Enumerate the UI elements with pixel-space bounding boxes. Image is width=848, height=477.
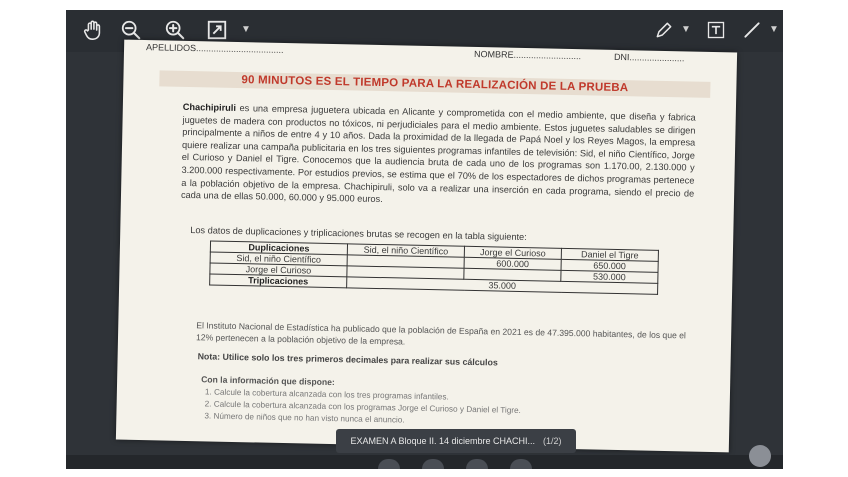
- table-cell: Sid, el niño Científico: [210, 252, 347, 266]
- dni-field: DNI......................: [613, 51, 685, 64]
- camera-icon[interactable]: [378, 459, 400, 469]
- triplicaciones-label: Triplicaciones: [210, 274, 347, 288]
- screen-share-icon[interactable]: [466, 459, 488, 469]
- task-item: 3. Número de niños que no han visto nunca el anuncio.: [204, 411, 405, 425]
- company-name: Chachipiruli: [182, 101, 237, 113]
- exam-title: 90 MINUTOS ES EL TIEMPO PARA LA REALIZACIÓN DE LA PRUEBA: [159, 70, 710, 98]
- problem-statement: [181, 101, 696, 212]
- pdf-page: [116, 40, 737, 453]
- hand-icon[interactable]: [80, 16, 106, 44]
- table-cell: Jorge el Curioso: [210, 263, 347, 277]
- apellidos-field: APELLIDOS...................................: [145, 42, 284, 55]
- ine-paragraph: El Instituto Nacional de Estadística ha publicado que la población de España en 2021 es de 47.395.000 habitantes, de los que el 12% pertenecen a la población objetivo de la empresa.: [195, 320, 687, 347]
- table-header-cell: Sid, el niño Científico: [347, 244, 464, 257]
- avatar[interactable]: [749, 445, 771, 467]
- nombre-field: NOMBRE...........................: [473, 48, 582, 62]
- duplication-table: [209, 240, 659, 294]
- document-filename: EXAMEN A Bloque II. 14 diciembre CHACHI...: [350, 436, 536, 446]
- line-chevron-down-icon[interactable]: ▼: [769, 24, 779, 35]
- page-indicator[interactable]: [336, 429, 576, 453]
- info-heading: Con la información que dispone:: [201, 374, 335, 388]
- table-cell: 600.000: [464, 257, 561, 270]
- nota-text: Nota: Utilice solo los tres primeros decimales para realizar sus cálculos: [197, 351, 498, 368]
- line-icon[interactable]: [740, 16, 764, 44]
- triplicaciones-value: 35.000: [347, 277, 658, 295]
- problem-text: es una empresa juguetera ubicada en Alicante y comprometida con el medio ambiente, que diseña y fabrica juguetes de madera con productos no tóxicos, ni perjudiciales para el medio ambiente. Estos juguetes saludables se dirigen principalmente a niños de entre 4 y 10 años. Dada la proximidad de la llegada de Papá Noel y los Reyes Magos, la empresa quiere realizar una campaña publicitaria en los tres siguientes programas infantiles de televisión: Sid, el niño Científico, Jorge el Curioso y Daniel el Tigre. Conocemos que la audiencia bruta de cada uno de los programas son 1.170.00, 2.130.000 y 3.200.000 respectivamente. Por estudios previos, se estima que el 70% de los espectadores de dichos programas pertenece a la población objetivo de la empresa. Chachipiruli, solo va a realizar una inserción en cada programa, siendo el precio de cada una de ellas 50.000, 60.000 y 95.000 euros.: [180, 103, 696, 205]
- table-header-cell: Duplicaciones: [210, 241, 347, 255]
- table-header-cell: Jorge el Curioso: [464, 246, 561, 259]
- chevron-down-icon[interactable]: ▼: [241, 24, 251, 35]
- screen: [66, 10, 783, 469]
- chat-icon[interactable]: [510, 459, 532, 469]
- pen-icon[interactable]: [652, 16, 676, 44]
- table-cell: 650.000: [561, 259, 658, 272]
- table-header-cell: Daniel el Tigre: [561, 248, 658, 261]
- page-count: (1/2): [543, 436, 562, 446]
- bottom-bar: [66, 455, 783, 469]
- mic-icon[interactable]: [422, 459, 444, 469]
- table-intro: Los datos de duplicaciones y triplicaciones brutas se recogen en la tabla siguiente:: [190, 225, 527, 243]
- pen-chevron-down-icon[interactable]: ▼: [681, 24, 691, 35]
- table-cell: 530.000: [561, 270, 658, 283]
- task-item: 2. Calcule la cobertura alcanzada con los programas Jorge el Curioso y Daniel el Tigre.: [204, 399, 521, 416]
- fit-screen-icon[interactable]: [204, 16, 230, 44]
- text-box-icon[interactable]: [704, 16, 728, 44]
- task-item: 1. Calcule la cobertura alcanzada con los tres programas infantiles.: [204, 387, 449, 402]
